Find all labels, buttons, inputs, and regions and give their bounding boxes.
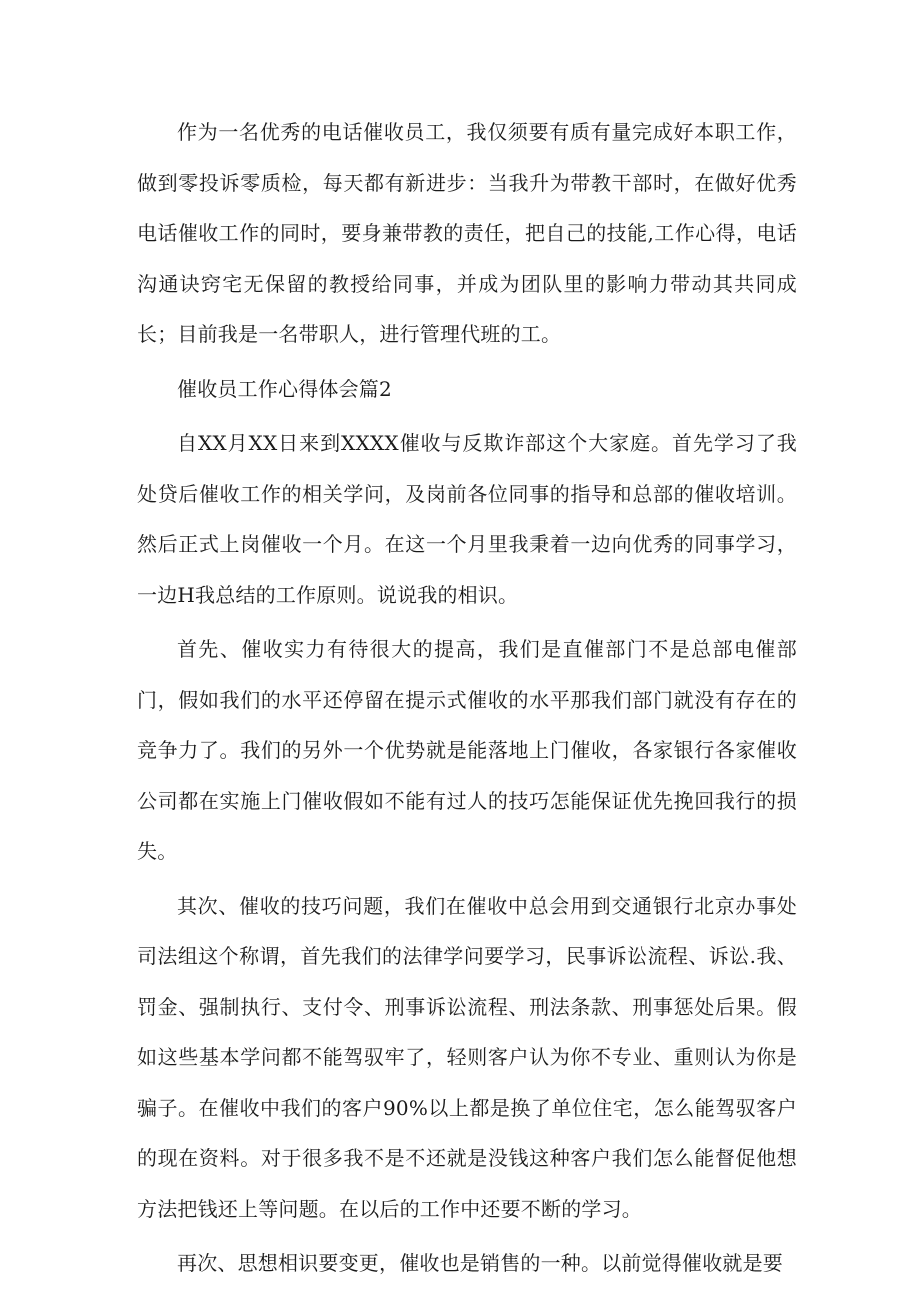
- paragraph-arrival: 自XX月XX日来到XXXX催收与反欺诈部这个大家庭。首先学习了我处贷后催收工作的相关学问，及岗前各位同事的指导和总部的催收培训。然后正式上岗催收一个月。在这一个月里我秉着一边向优秀的同事学习，一边H我总结的工作原则。说说我的相识。: [137, 431, 797, 607]
- paragraph-intro: 作为一名优秀的电话催收员工，我仅须要有质有量完成好本职工作，做到零投诉零质检，每天都有新进步：当我升为带教干部时，在做好优秀电话催收工作的同时，要身兼带教的责任，把自己的技能,工作心得，电话沟通诀窍宅无保留的教授给同事，并成为团队里的影响力带动其共同成长；目前我是一名带职人，进行管理代班的工。: [137, 120, 797, 346]
- section-heading: 催收员工作心得体会篇2: [177, 376, 392, 401]
- document-page: [137, 107, 797, 1293]
- paragraph-third: 再次、思想相识要变更，催收也是销售的一种。以前觉得催收就是要: [177, 1251, 783, 1275]
- paragraph-second: 其次、催收的技巧问题，我们在催收中总会用到交通银行北京办事处司法组这个称谓，首先我们的法律学问要学习，民事诉讼流程、诉讼.我、罚金、强制执行、支付令、刑事诉讼流程、刑法条款、刑事惩处后果。假如这些基本学问都不能驾驭牢了，轻则客户认为你不专业、重则认为你是骗子。在催收中我们的客户90%以上都是换了单位住宅，怎么能驾驭客户的现在资料。对于很多我不是不还就是没钱这种客户我们怎么能督促他想方法把钱还上等问题。在以后的工作中还要不断的学习。: [137, 893, 797, 1221]
- paragraph-first: 首先、催收实力有待很大的提高，我们是直催部门不是总部电催部门，假如我们的水平还停留在提示式催收的水平那我们部门就没有存在的竞争力了。我们的另外一个优势就是能落地上门催收，各家银行各家催收公司都在实施上门催收假如不能有过人的技巧怎能保证优先挽回我行的损失。: [137, 637, 797, 863]
